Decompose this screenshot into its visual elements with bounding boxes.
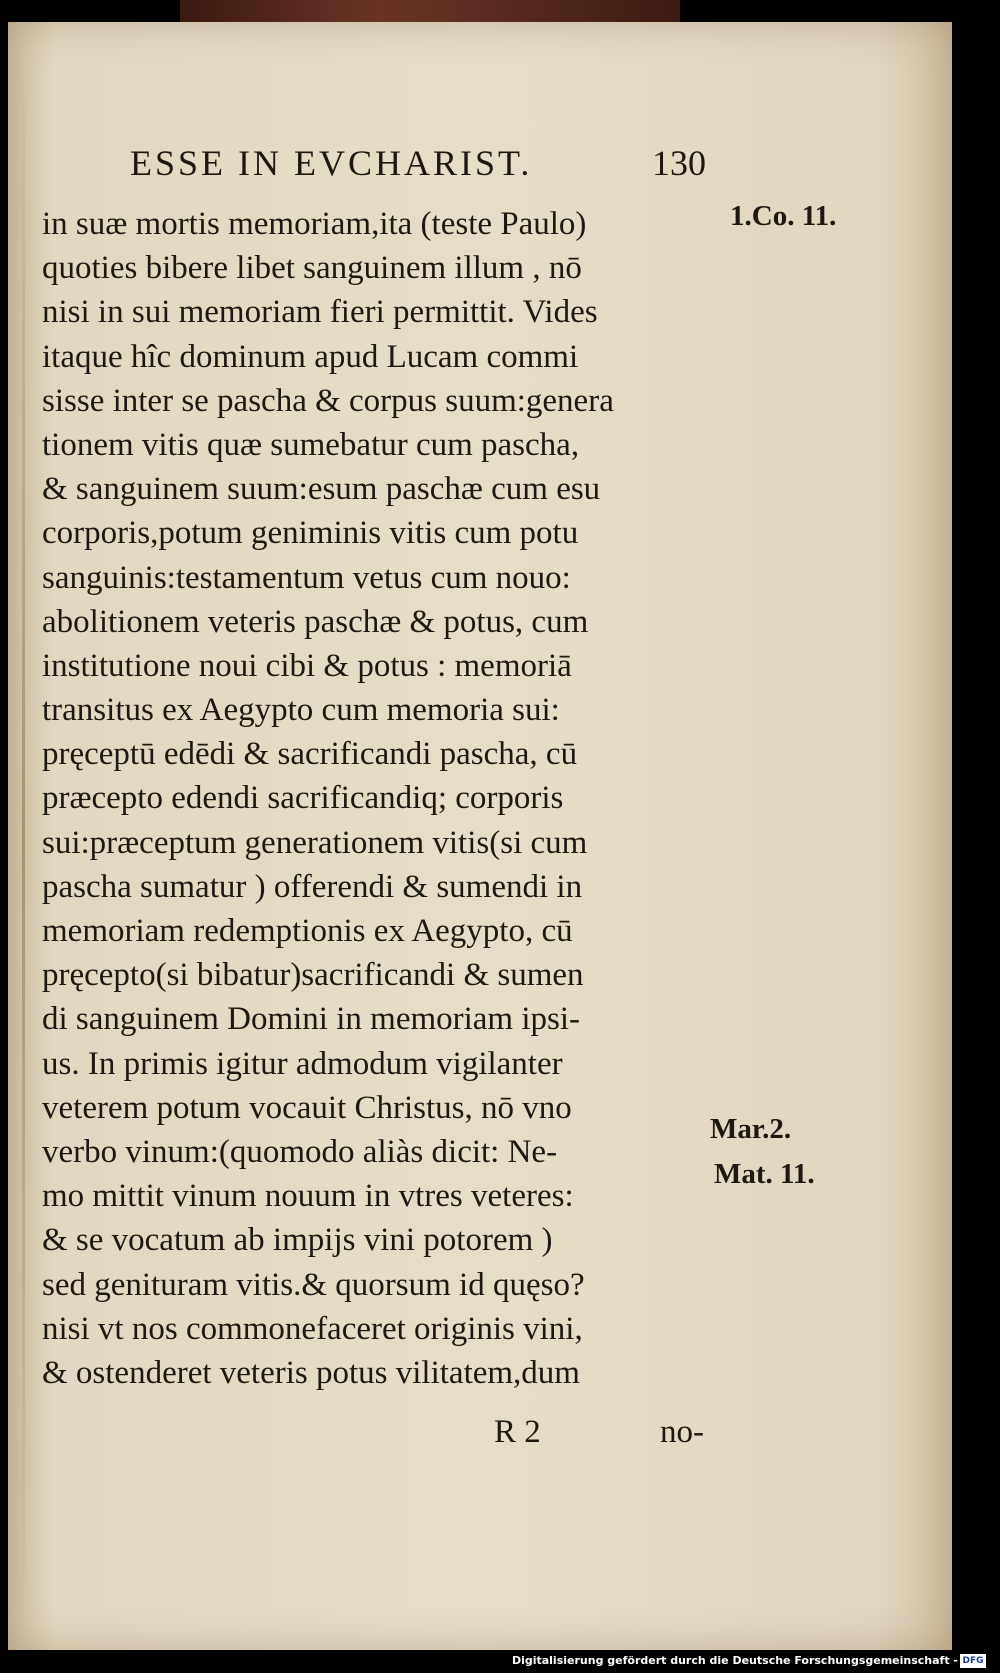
text-line: pręcepto(si bibatur)sacrificandi & sumen <box>42 957 584 994</box>
folio-number: 130 <box>652 143 706 183</box>
binding-edge <box>180 0 680 22</box>
text-line: us. In primis igitur admodum vigilanter <box>42 1045 563 1082</box>
scan-border <box>952 0 1000 1650</box>
dfg-logo-icon: DFG <box>960 1654 986 1668</box>
body-text <box>42 202 722 1395</box>
text-line: memoriam redemptionis ex Aegypto, cū <box>42 913 573 949</box>
text-line: præcepto edendi sacrificandiq; corporis <box>42 780 564 817</box>
text-line: sed genituram vitis.& quorsum id quęso? <box>42 1266 585 1303</box>
catchword: no- <box>660 1414 704 1450</box>
text-line: sanguinis:testamentum vetus cum nouo: <box>42 559 571 596</box>
text-line: abolitionem veteris paschæ & potus, cum <box>42 603 589 640</box>
text-line: veterem potum vocauit Christus, nō vno <box>42 1089 572 1126</box>
text-line: itaque hîc dominum apud Lucam commi <box>42 338 579 375</box>
text-line: transitus ex Aegypto cum memoria sui: <box>42 692 560 729</box>
text-line: verbo vinum:(quomodo aliàs dicit: Ne- <box>42 1133 558 1170</box>
text-line: & se vocatum ab impijs vini potorem ) <box>42 1222 553 1259</box>
text-line: mo mittit vinum nouum in vtres veteres: <box>42 1178 574 1215</box>
text-line: pręceptū edēdi & sacrificandi pascha, cū <box>42 736 578 773</box>
text-line: tionem vitis quæ sumebatur cum pascha, <box>42 426 580 463</box>
signature-mark: R 2 <box>494 1414 541 1450</box>
book-page <box>8 22 952 1650</box>
page-fold <box>22 62 25 1622</box>
funding-credit: Digitalisierung gefördert durch die Deutsche Forschungsgemeinschaft - <box>511 1654 958 1667</box>
text-line: & sanguinem suum:esum paschæ cum esu <box>42 471 601 508</box>
digitization-footer <box>0 1650 1000 1673</box>
margin-note-matthew: Mat. 11. <box>714 1158 815 1190</box>
margin-note-corinthians: 1.Co. 11. <box>730 200 837 232</box>
text-line: pascha sumatur ) offerendi & sumendi in <box>42 868 583 905</box>
margin-note-mark: Mar.2. <box>710 1113 792 1145</box>
running-title: ESSE IN EVCHARIST. <box>130 143 533 183</box>
text-line: institutione noui cibi & potus : memoriā <box>42 647 572 684</box>
text-line: nisi in sui memoriam fieri permittit. Vides <box>42 294 598 331</box>
text-line: di sanguinem Domini in memoriam ipsi- <box>42 1001 581 1038</box>
text-line: sui:præceptum generationem vitis(si cum <box>42 824 588 861</box>
text-line: nisi vt nos commonefaceret originis vini, <box>42 1310 583 1347</box>
text-line: corporis,potum geniminis vitis cum potu <box>42 515 579 552</box>
text-line: quoties bibere libet sanguinem illum , nō <box>42 250 582 287</box>
text-line: in suæ mortis memoriam,ita (teste Paulo) <box>42 206 587 242</box>
text-line: & ostenderet veteris potus vilitatem,dum <box>42 1354 580 1391</box>
text-line: sisse inter se pascha & corpus suum:genera <box>42 382 614 419</box>
